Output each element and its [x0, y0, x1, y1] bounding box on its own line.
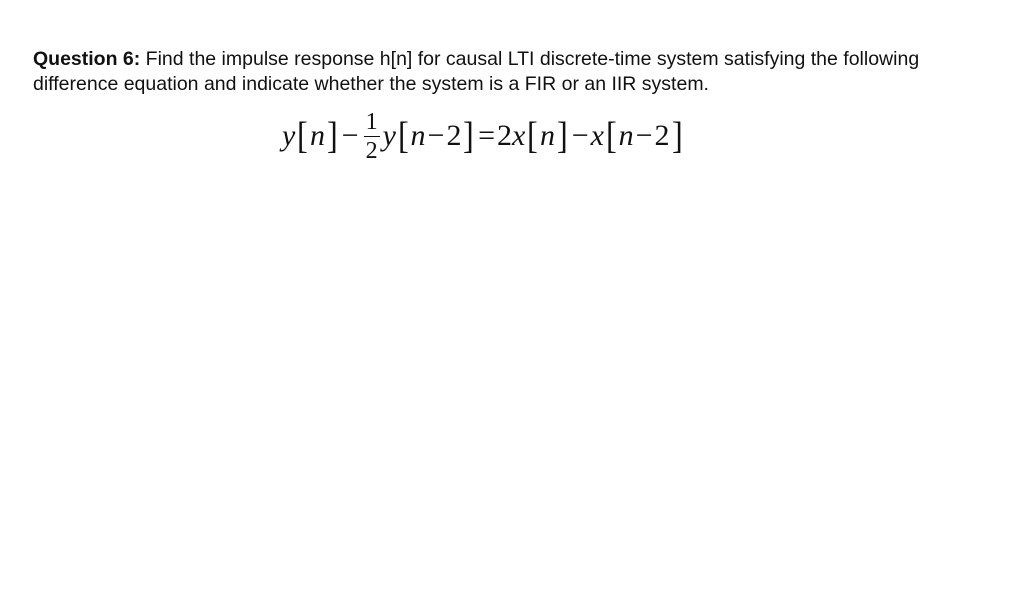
- eq-fraction: [364, 110, 380, 163]
- eq-bracket-open: [: [397, 115, 409, 157]
- eq-minus: −: [427, 119, 445, 152]
- eq-two: 2: [654, 119, 670, 152]
- eq-equals: =: [478, 119, 496, 152]
- eq-y: y: [382, 119, 396, 152]
- eq-minus: −: [635, 119, 653, 152]
- question-body: Find the impulse response h[n] for causal LTI discrete-time system satisfying the following difference equation and indicate whether the system is a FIR or an IIR system.: [33, 48, 920, 95]
- eq-n: n: [618, 119, 634, 152]
- eq-bracket-open: [: [527, 115, 539, 157]
- eq-bracket-close: ]: [556, 115, 568, 157]
- eq-bracket-close: ]: [463, 115, 475, 157]
- question-text-block: [33, 47, 993, 97]
- difference-equation: [282, 100, 684, 172]
- eq-minus: −: [571, 119, 589, 152]
- eq-n: n: [540, 119, 556, 152]
- eq-y: y: [282, 119, 296, 152]
- eq-x: x: [590, 119, 604, 152]
- eq-fraction-denominator: 2: [365, 137, 378, 164]
- eq-n: n: [309, 119, 325, 152]
- eq-bracket-close: ]: [671, 115, 683, 157]
- eq-bracket-close: ]: [326, 115, 338, 157]
- question-label: Question 6:: [33, 48, 141, 70]
- eq-bracket-open: [: [605, 115, 617, 157]
- eq-x: x: [512, 119, 526, 152]
- eq-n: n: [410, 119, 426, 152]
- eq-minus: −: [341, 119, 359, 152]
- eq-two: 2: [446, 119, 462, 152]
- eq-two: 2: [497, 119, 513, 152]
- eq-bracket-open: [: [297, 115, 309, 157]
- eq-fraction-numerator: 1: [365, 108, 378, 135]
